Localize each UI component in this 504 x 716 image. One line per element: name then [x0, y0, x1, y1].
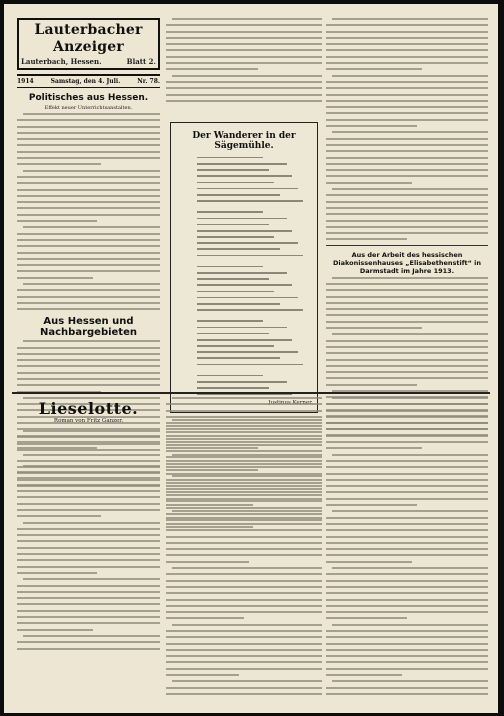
serial-title: Lieselotte.: [38, 399, 139, 418]
politics-subheading: Effekt neuer Unterrichtsanstalten.: [44, 105, 133, 111]
masthead-sheet: Blatt 2.: [126, 57, 156, 66]
right-column: [326, 18, 488, 388]
dateline-number: Nr. 78.: [137, 78, 160, 85]
poem-box: [170, 122, 318, 413]
middle-top-text: [166, 18, 322, 102]
diakonissen-heading: Aus der Arbeit des hessischen Diakonissenhauses „Elisabethenstift“ in Darmstadt im Jahre 1913.: [332, 250, 482, 275]
serial-body-text: [17, 465, 160, 650]
serial-intro-text: [17, 430, 160, 451]
poem-title: Der Wanderer in der Sägemühle.: [192, 130, 296, 151]
feuilleton-right-text: [326, 397, 488, 695]
masthead-title: Lauterbacher Anzeiger: [34, 22, 143, 55]
regional-heading: Aus Hessen und Nachbargebieten: [40, 316, 137, 339]
feuilleton-middle-text: [166, 397, 322, 695]
right-top-text: [326, 18, 488, 240]
newspaper-page: [4, 4, 498, 713]
feuilleton-left: [17, 397, 160, 709]
feuilleton-right: [326, 397, 488, 709]
masthead: [17, 18, 160, 70]
dateline-date: Samstag, den 4. Juli.: [50, 78, 121, 85]
masthead-place: Lauterbach, Hessen.: [21, 57, 102, 66]
middle-column: [166, 18, 322, 388]
poem-verses: [175, 157, 313, 395]
feuilleton-separator: [12, 392, 490, 394]
dateline-year: 1914: [17, 78, 34, 85]
serial-subtitle: Roman von Fritz Ganzer.: [53, 418, 124, 424]
politics-body-text: [17, 113, 160, 310]
feuilleton-middle: [166, 397, 322, 709]
dateline: [17, 74, 160, 88]
left-column: [17, 18, 160, 388]
politics-heading: Politisches aus Hessen.: [28, 93, 149, 103]
